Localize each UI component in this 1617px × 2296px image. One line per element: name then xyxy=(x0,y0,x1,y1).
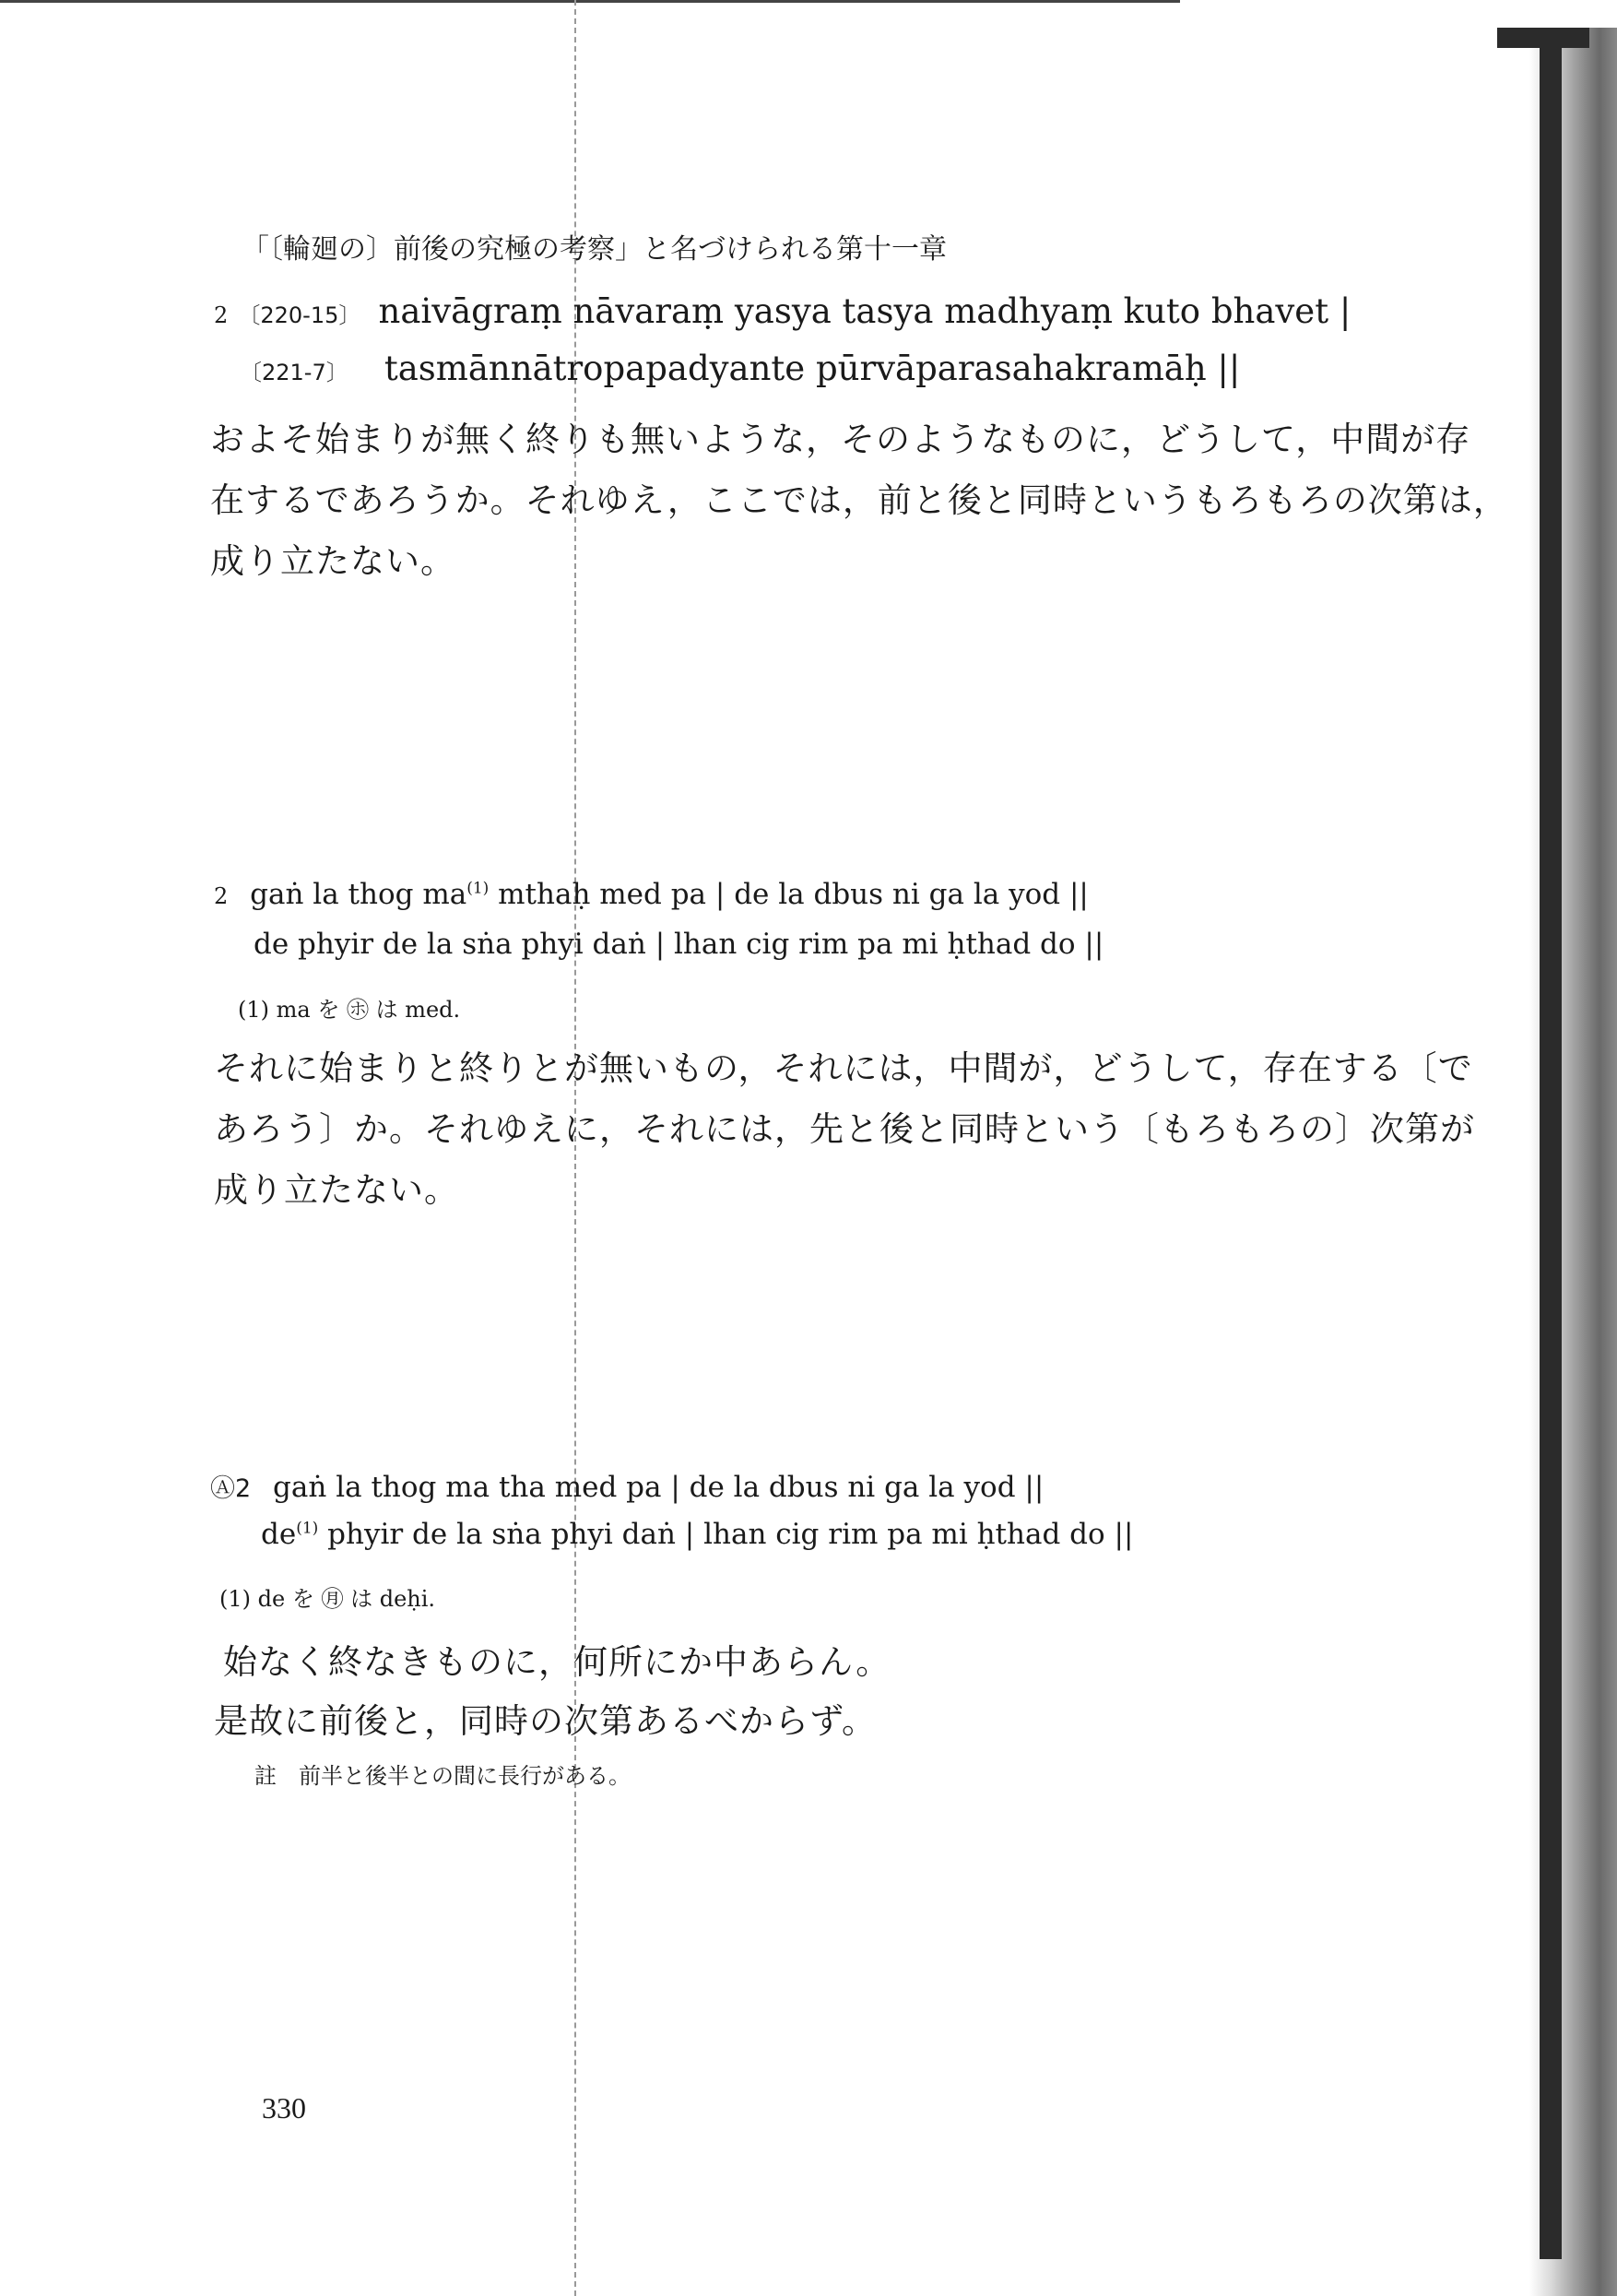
note: 註 前半と後半との間に長行がある。 xyxy=(254,1763,631,1789)
sanskrit-line: tasmānnātropapadyante pūrvāparasahakramāḥ || xyxy=(384,349,1241,388)
verse-marker: Ⓐ2 xyxy=(210,1474,252,1503)
footnote: (1) ma を ㋭ は med. xyxy=(238,997,461,1023)
sanskrit-verse-line-1 xyxy=(214,291,1351,331)
tibetan-verse-line-2: de phyir de la sṅa phyi daṅ | lhan cig rim pa mi ḥthad do || xyxy=(254,928,1104,961)
verse-number: 2 xyxy=(214,883,229,909)
sanskrit-verse-line-2 xyxy=(240,349,1240,388)
chapter-title: 「〔輪廻の〕前後の究極の考察」と名づけられる第十一章 xyxy=(242,233,947,266)
page-number: 330 xyxy=(262,2091,306,2124)
page-reference: 〔221-7〕 xyxy=(240,360,348,385)
footnote-marker: (1) xyxy=(466,879,490,898)
page-reference: 〔220-15〕 xyxy=(238,302,361,328)
tibetan-verse-line-1 xyxy=(210,1468,1044,1504)
translation-line: 成り立たない。 xyxy=(214,1170,459,1210)
top-rule xyxy=(0,0,1180,3)
book-spine-edge xyxy=(1540,28,1562,2259)
translation-line: それに始まりと終りとが無いもの，それには，中間が，どうして，存在する〔で xyxy=(214,1048,1473,1088)
translation-line: あろう〕か。それゆえに，それには，先と後と同時という〔もろもろの〕次第が xyxy=(214,1109,1475,1149)
classical-translation-line: 是故に前後と，同時の次第あるべからず。 xyxy=(214,1701,878,1741)
verse-number: 2 xyxy=(214,302,229,328)
book-spine-cap xyxy=(1497,28,1589,48)
footnote-marker: (1) xyxy=(296,1519,319,1538)
sanskrit-line: naivāgraṃ nāvaraṃ yasya tasya madhyaṃ kuto bhavet | xyxy=(378,291,1351,331)
tibetan-text: gaṅ la thog ma tha med pa | de la dbus ni ga la yod || xyxy=(273,1471,1045,1504)
classical-translation-line: 始なく終なきものに，何所にか中あらん。 xyxy=(223,1642,891,1682)
tibetan-verse-line-1 xyxy=(214,878,1089,911)
translation-line: 在するであろうか。それゆえ，ここでは，前と後と同時というもろもろの次第は， xyxy=(210,480,1508,520)
tibetan-text: phyir de la sṅa phyi daṅ | lhan cig rim pa mi ḥthad do || xyxy=(318,1518,1134,1551)
tibetan-text: mthaḥ med pa | de la dbus ni ga la yod || xyxy=(489,878,1089,911)
tibetan-text: de xyxy=(261,1518,297,1551)
translation-line: およそ始まりが無く終りも無いような，そのようなものに，どうして，中間が存 xyxy=(210,420,1471,459)
tibetan-verse-line-2 xyxy=(261,1518,1133,1551)
footnote: (1) de を ㊊ は deḥi. xyxy=(219,1586,436,1612)
tibetan-text: gaṅ la thog ma xyxy=(250,878,467,911)
translation-line: 成り立たない。 xyxy=(210,541,455,581)
